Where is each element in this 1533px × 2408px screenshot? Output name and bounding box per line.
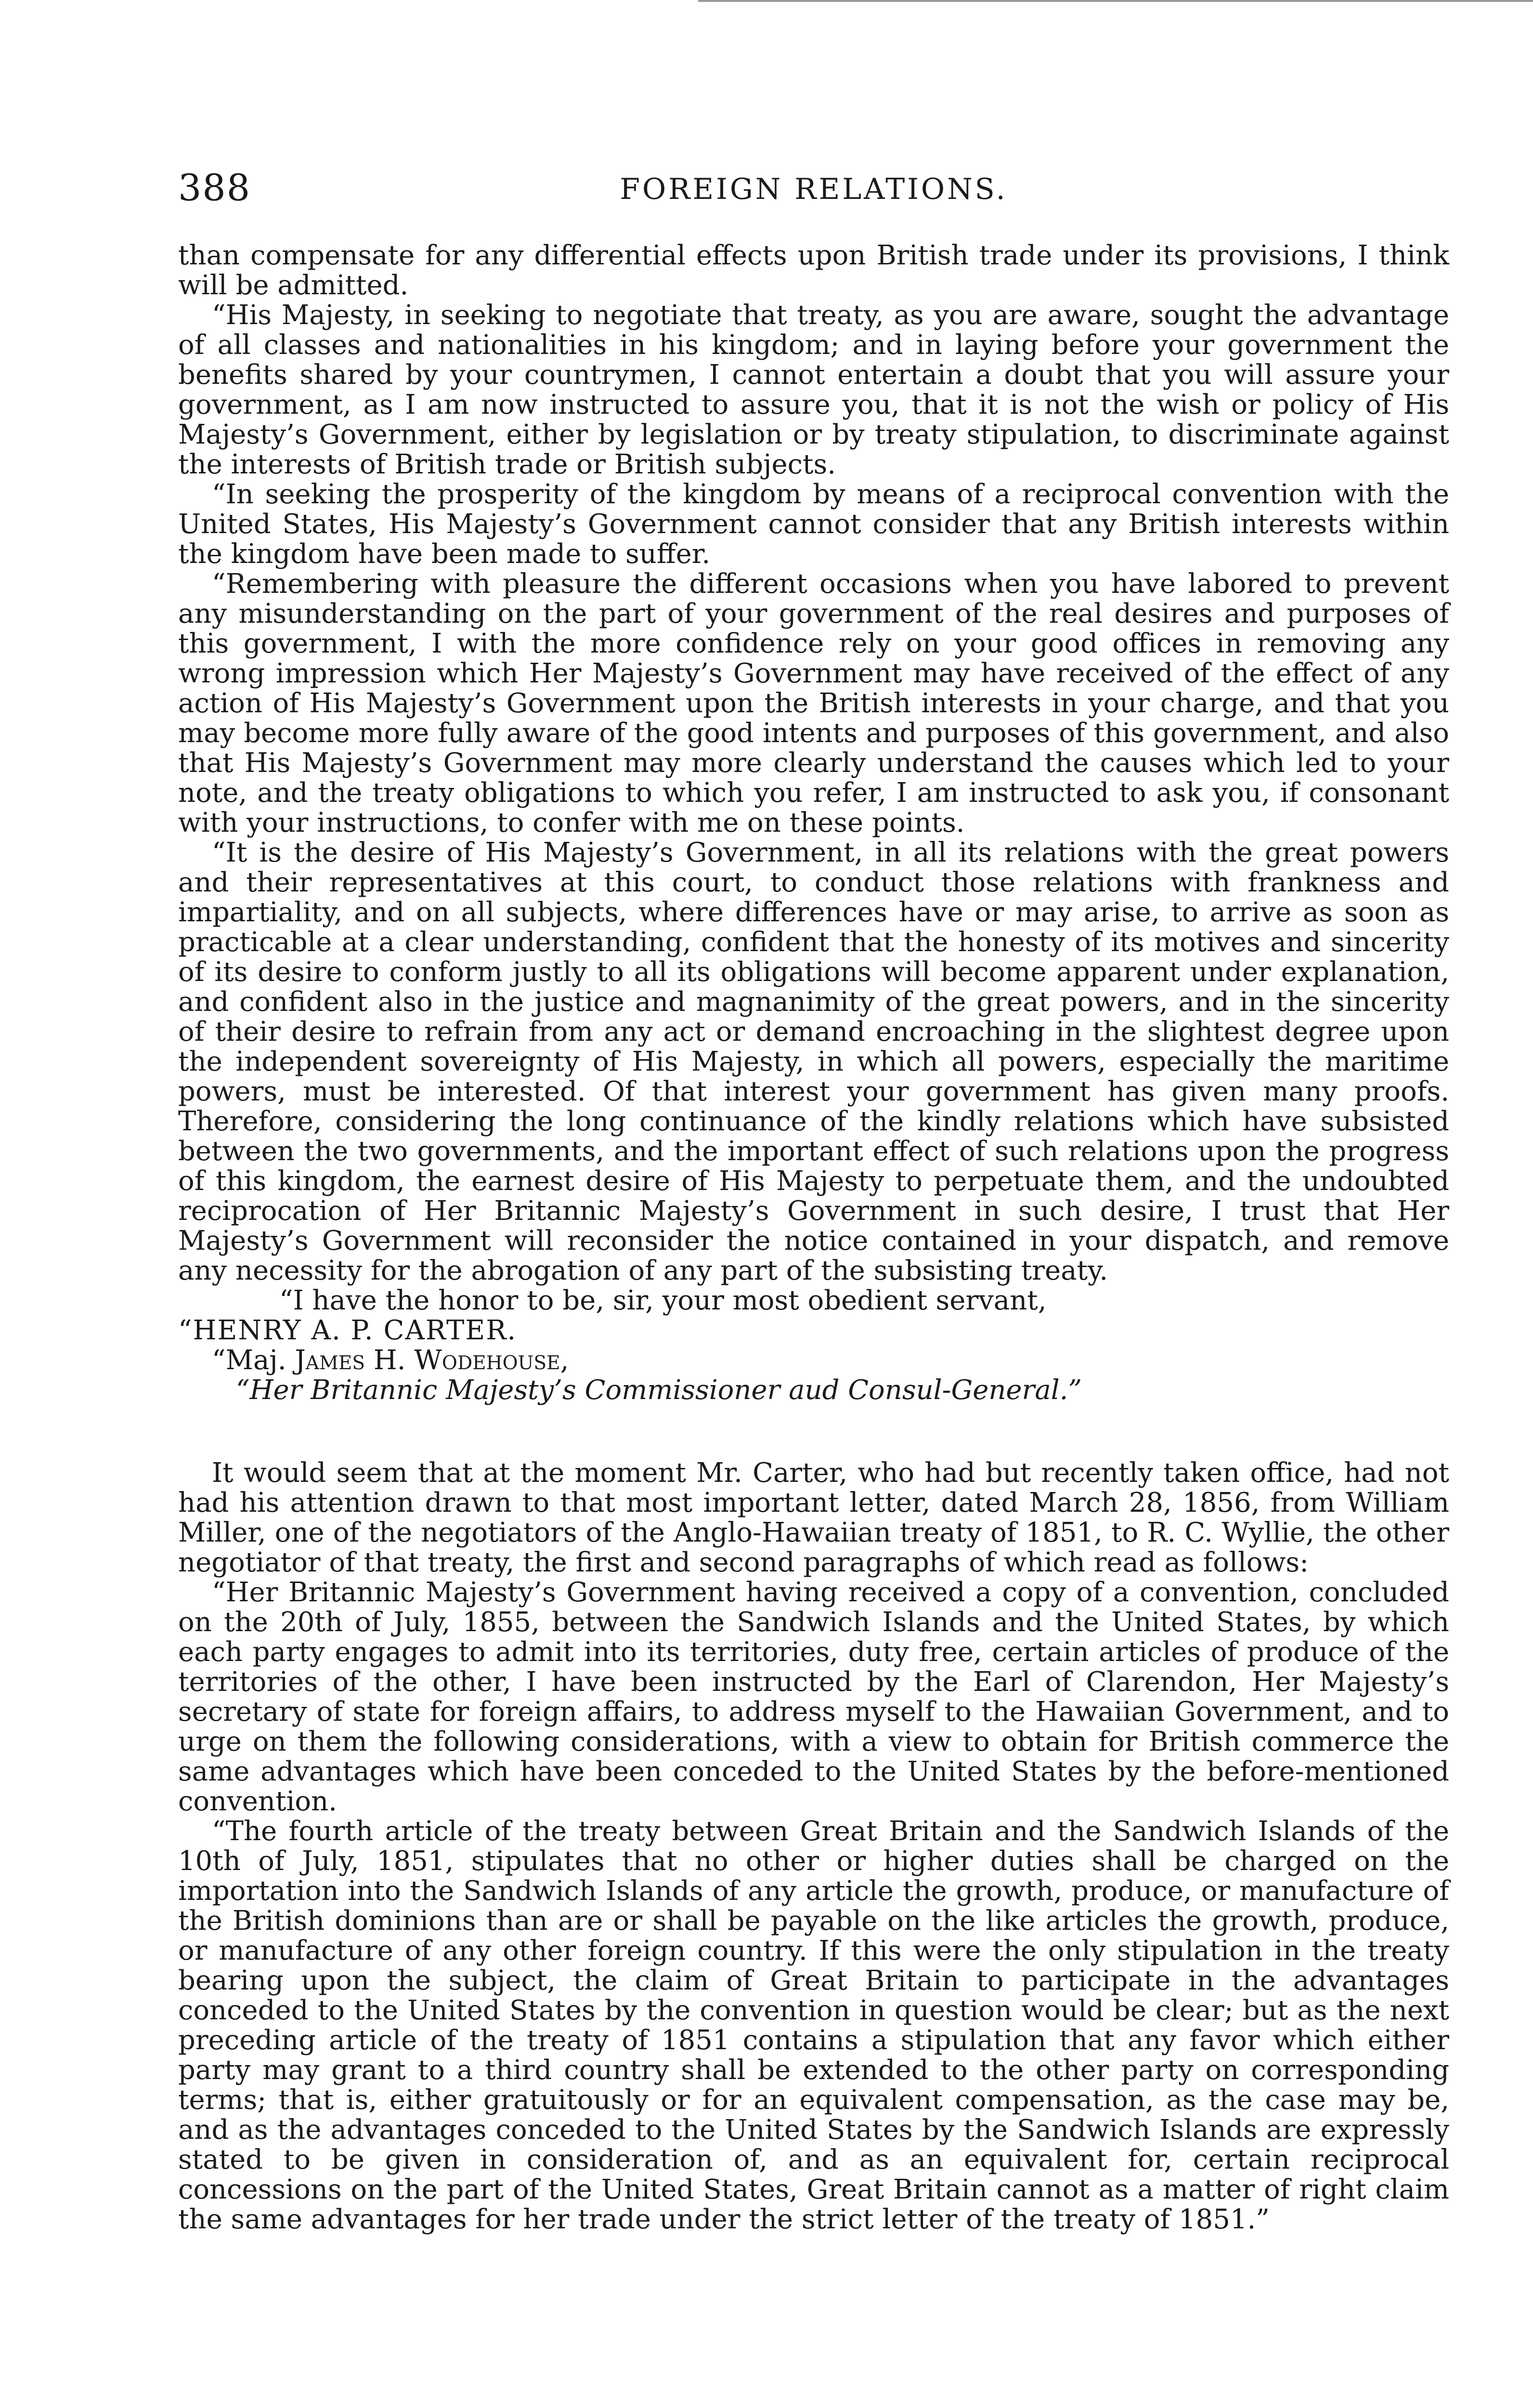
- letter-paragraph: “His Majesty, in seeking to negotiate that treaty, as you are aware, sought the advantage of all classes and nationalities in his kingdom; and in laying before your government the benefits shared by your countrymen, I cannot entertain a doubt that you will assure your government, as I am now instructed to assure you, that it is not the wish or policy of His Majesty’s Government, either by legislation or by treaty stipulation, to discriminate against the interests of British trade or British subjects.: [178, 300, 1449, 480]
- top-rule: [698, 0, 1533, 2]
- letter-paragraph: than compensate for any differential effects upon British trade under its provisions, I think will be admitted.: [178, 240, 1449, 301]
- addressee-name: [178, 1346, 1449, 1375]
- quoted-paragraph: “Her Britannic Majesty’s Government having received a copy of a convention, concluded on the 20th of July, 1855, between the Sandwich Islands and the United States, by which each party engages to admit into its territories, duty free, certain articles of produce of the territories of the other, I have been instructed by the Earl of Clarendon, Her Majesty’s secretary of state for foreign affairs, to address myself to the Hawaiian Government, and to urge on them the following considerations, with a view to obtain for British commerce the same advantages which have been conceded to the United States by the before-mentioned convention.: [178, 1577, 1449, 1817]
- page-number: 388: [178, 166, 251, 209]
- addressee-title: “Her Britannic Majesty’s Commissioner aud Consul-General.”: [236, 1374, 1082, 1406]
- letter-paragraph: “Remembering with pleasure the different occasions when you have labored to prevent any misunderstanding on the part of your government of the real desires and purposes of this government, I with the more confidence rely on your good offices in removing any wrong impression which Her Majesty’s Government may have received of the effect of any action of His Majesty’s Government upon the British interests in your charge, and that you may become more fully aware of the good intents and purposes of this government, and also that His Majesty’s Government may more clearly understand the causes which led to your note, and the treaty obligations to which you refer, I am instructed to ask you, if consonant with your instructions, to confer with me on these points.: [178, 568, 1449, 838]
- addressee-prefix: “Maj.: [212, 1345, 295, 1376]
- letter-paragraph: “In seeking the prosperity of the kingdom by means of a reciprocal convention with the United States, His Majesty’s Government cannot consider that any British interests within the kingdom have been made to suffer.: [178, 479, 1449, 570]
- running-head: FOREIGN RELATIONS.: [620, 172, 1008, 206]
- page-body: [178, 241, 1449, 2235]
- signature: “HENRY A. P. CARTER.: [178, 1315, 517, 1346]
- quoted-paragraph: “The fourth article of the treaty between Great Britain and the Sandwich Islands of the 10th of July, 1851, stipulates that no other or higher duties shall be charged on the importation into the Sandwich Islands of any article the growth, produce, or manufacture of the British dominions than are or shall be payable on the like articles the growth, produce, or manufacture of any other foreign country. If this were the only stipulation in the treaty bearing upon the subject, the claim of Great Britain to participate in the advantages conceded to the United States by the convention in question would be clear; but as the next preceding article of the treaty of 1851 contains a stipulation that any favor which either party may grant to a third country shall be extended to the other party on corresponding terms; that is, either gratuitously or for an equivalent compensation, as the case may be, and as the advantages conceded to the United States by the Sandwich Islands are expressly stated to be given in consideration of, and as an equivalent for, certain reciprocal concessions on the part of the United States, Great Britain cannot as a matter of right claim the same advantages for her trade under the strict letter of the treaty of 1851.”: [178, 1816, 1449, 2235]
- closing-line: “I have the honor to be, sir, your most obedient servant,: [279, 1285, 1047, 1316]
- page-header: [178, 166, 1449, 209]
- narrative-paragraph: It would seem that at the moment Mr. Carter, who had but recently taken office, had not had his attention drawn to that most important letter, dated March 28, 1856, from William Miller, one of the negotiators of the Anglo-Hawaiian treaty of 1851, to R. C. Wyllie, the other negotiator of that treaty, the first and second paragraphs of which read as follows:: [178, 1457, 1449, 1578]
- addressee-smallcaps-name: James H. Wodehouse,: [295, 1345, 569, 1376]
- letter-paragraph: “It is the desire of His Majesty’s Government, in all its relations with the great powers and their representatives at this court, to conduct those relations with frankness and impartiality, and on all subjects, where differences have or may arise, to arrive as soon as practicable at a clear understanding, confident that the honesty of its motives and sincerity of its desire to conform justly to all its obligations will become apparent under explanation, and confident also in the justice and magnanimity of the great powers, and in the sincerity of their desire to refrain from any act or demand encroaching in the slightest degree upon the independent sovereignty of His Majesty, in which all powers, especially the maritime powers, must be interested. Of that interest your government has given many proofs. Therefore, considering the long continuance of the kindly relations which have subsisted between the two governments, and the important effect of such relations upon the progress of this kingdom, the earnest desire of His Majesty to perpetuate them, and the undoubted reciprocation of Her Britannic Majesty’s Government in such desire, I trust that Her Majesty’s Government will reconsider the notice contained in your dispatch, and remove any necessity for the abrogation of any part of the subsisting treaty.: [178, 837, 1449, 1286]
